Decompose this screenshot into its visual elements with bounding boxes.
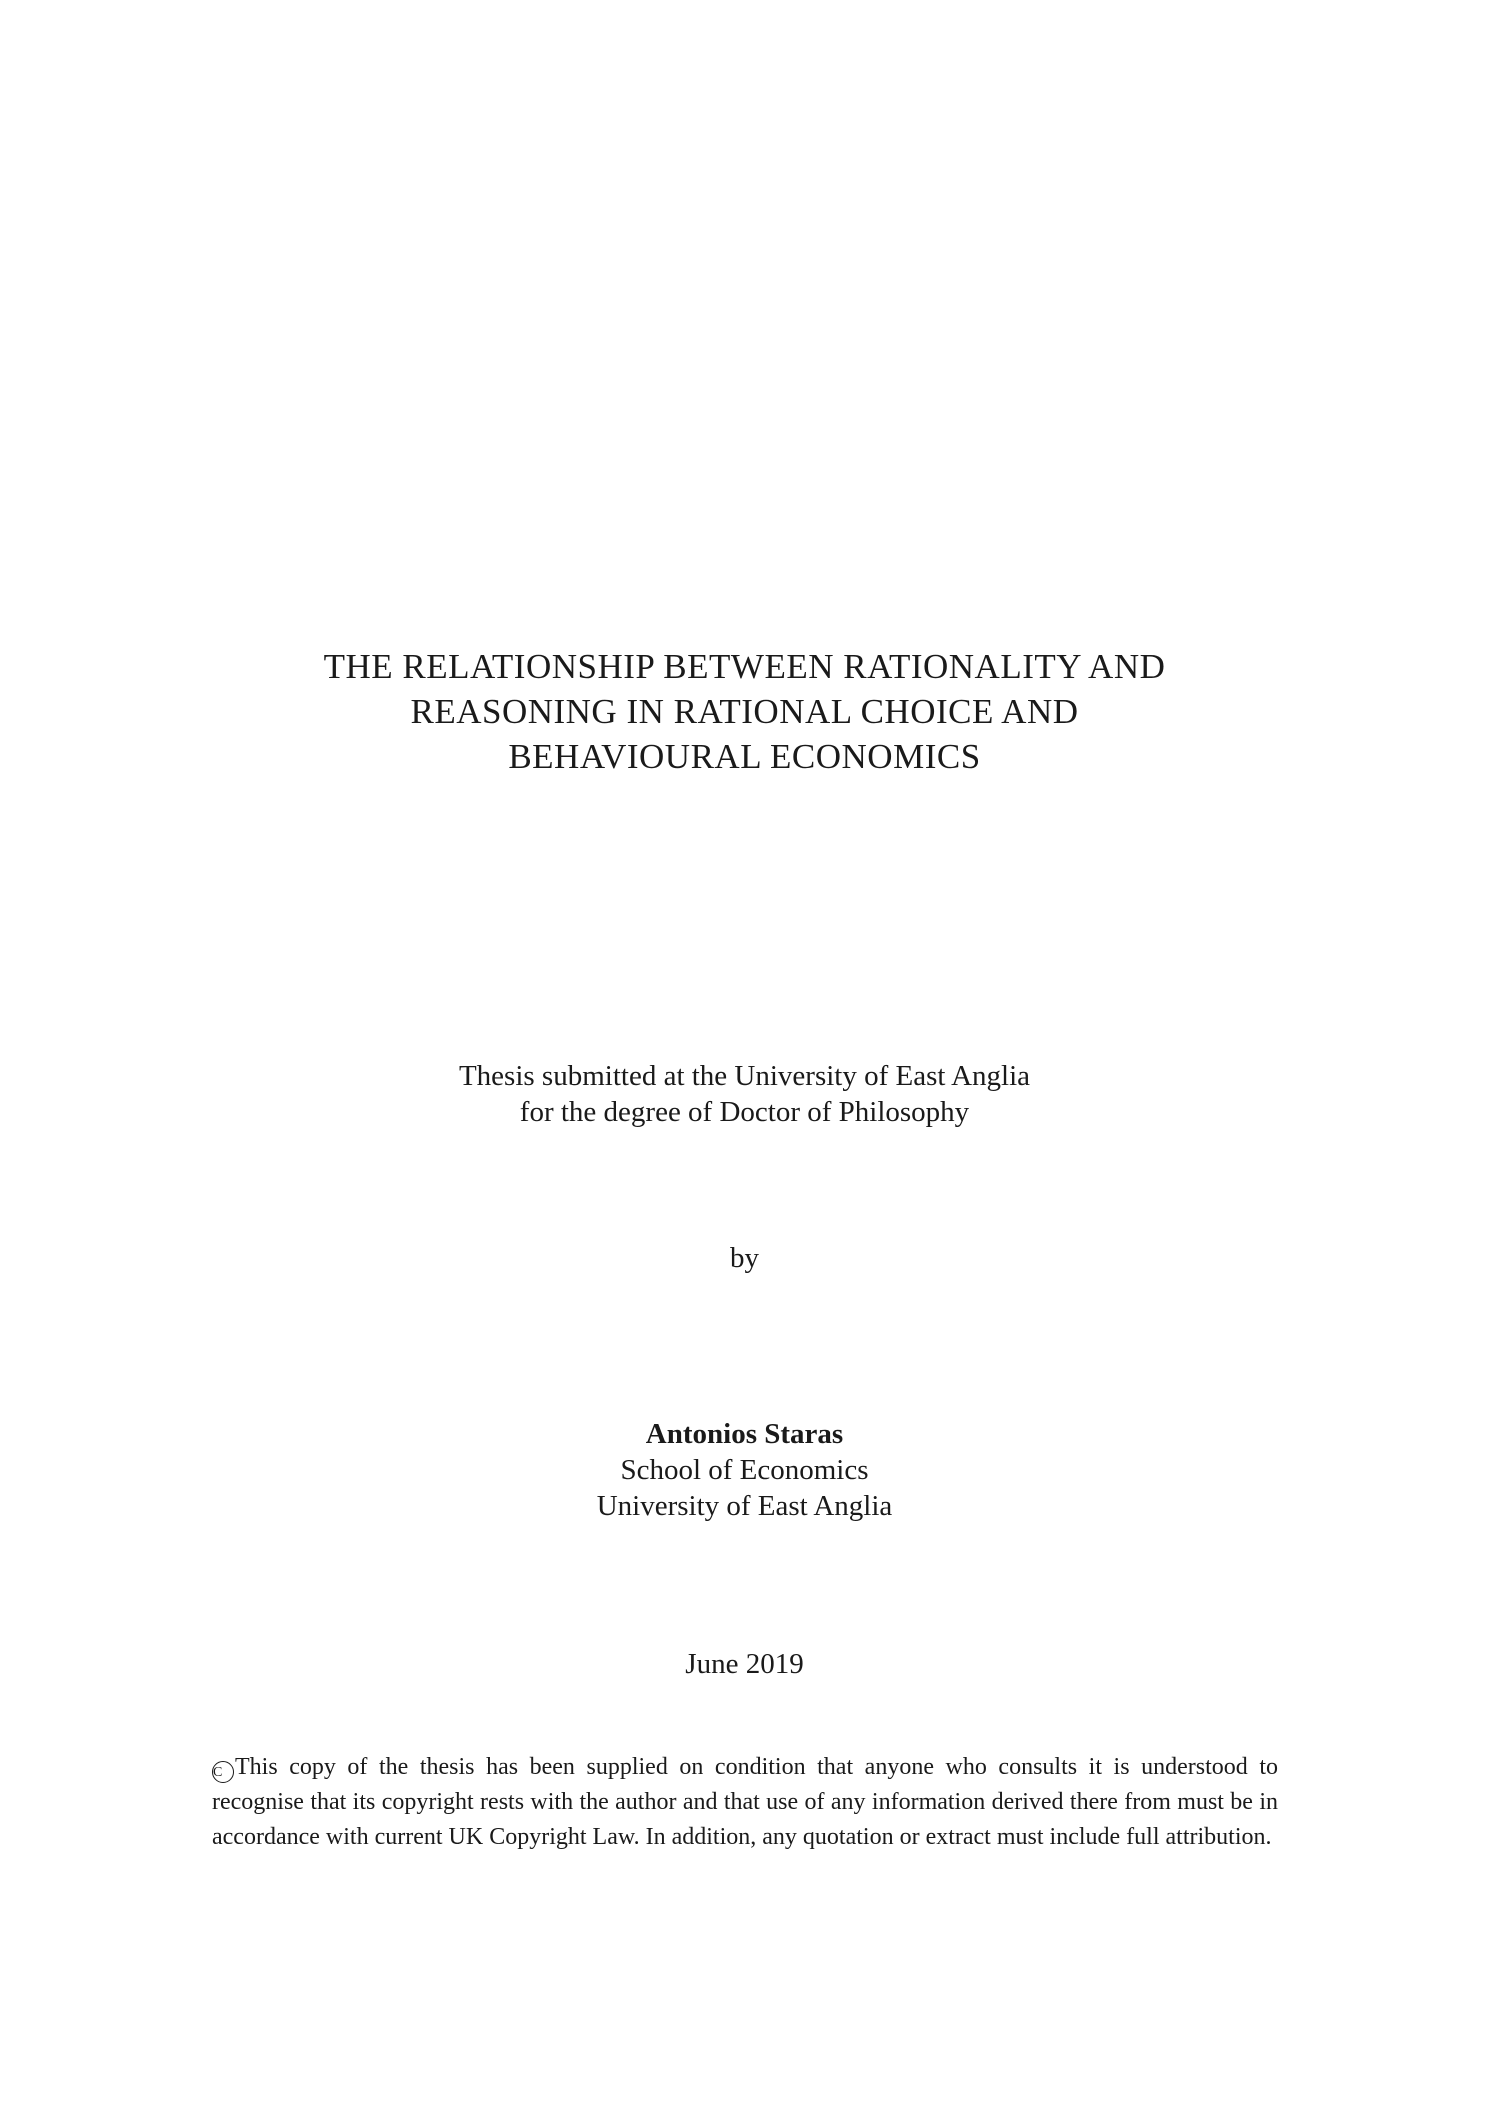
copyright-text: This copy of the thesis has been supplied on condition that anyone who consults it is understood to recognise that its copyright rests with the author and that use of any information derived there from must be in accordance with current UK Copyright Law. In addition, any quotation or extract must include full attribution. [212, 1754, 1278, 1850]
author-name: Antonios Staras [645, 1418, 844, 1450]
submission-line-2: for the degree of Doctor of Philosophy [519, 1096, 970, 1128]
title-line-1: THE RELATIONSHIP BETWEEN RATIONALITY AND [323, 647, 1166, 686]
thesis-title [150, 644, 1339, 779]
author-school: School of Economics [620, 1454, 869, 1486]
copyright-icon: C [212, 1761, 234, 1783]
title-line-2: REASONING IN RATIONAL CHOICE AND [410, 692, 1079, 731]
submission-date: June 2019 [685, 1648, 804, 1680]
author-university: University of East Anglia [596, 1490, 893, 1522]
submission-line-1: Thesis submitted at the University of East Anglia [458, 1060, 1031, 1092]
by-label: by [730, 1242, 759, 1274]
title-line-3: BEHAVIOURAL ECONOMICS [508, 737, 981, 776]
author-block [150, 1416, 1339, 1524]
copyright-notice [212, 1750, 1278, 1855]
submission-statement [150, 1058, 1339, 1130]
